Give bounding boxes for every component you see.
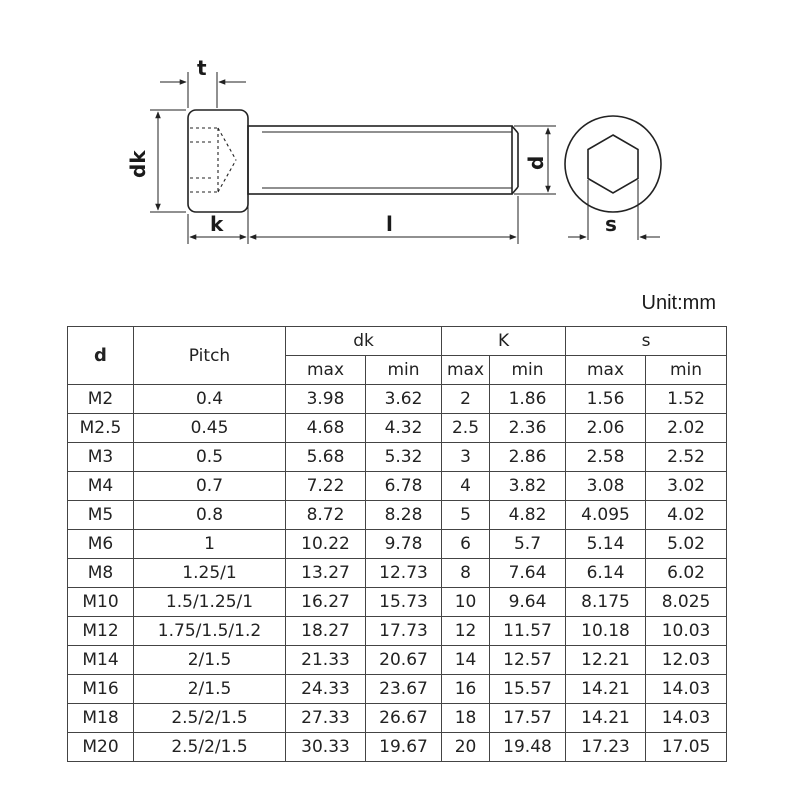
- dk-min-cell: 19.67: [366, 733, 442, 762]
- pitch-cell: 0.5: [134, 443, 286, 472]
- k-min-cell: 1.86: [490, 385, 566, 414]
- pitch-cell: 0.7: [134, 472, 286, 501]
- size-cell: M20: [68, 733, 134, 762]
- s-max-cell: 4.095: [566, 501, 646, 530]
- s-min-cell: 4.02: [646, 501, 727, 530]
- size-cell: M6: [68, 530, 134, 559]
- k-max-cell: 20: [442, 733, 490, 762]
- table-row: [68, 443, 727, 472]
- table-row: [68, 501, 727, 530]
- s-max-cell: 2.06: [566, 414, 646, 443]
- s-min-cell: 3.02: [646, 472, 727, 501]
- s-max-cell: 1.56: [566, 385, 646, 414]
- table-row: [68, 472, 727, 501]
- s-min-cell: 2.02: [646, 414, 727, 443]
- dim-label-t: t: [197, 56, 207, 80]
- k-max-cell: 8: [442, 559, 490, 588]
- header-s-max: max: [566, 356, 646, 385]
- pitch-cell: 0.8: [134, 501, 286, 530]
- dk-min-cell: 15.73: [366, 588, 442, 617]
- dim-label-s: s: [605, 212, 617, 236]
- table-row: [68, 530, 727, 559]
- dim-label-k: k: [210, 212, 224, 236]
- header-d: d: [68, 327, 134, 385]
- s-max-cell: 6.14: [566, 559, 646, 588]
- dk-min-cell: 8.28: [366, 501, 442, 530]
- s-max-cell: 3.08: [566, 472, 646, 501]
- dk-min-cell: 5.32: [366, 443, 442, 472]
- size-cell: M2: [68, 385, 134, 414]
- header-k-min: min: [490, 356, 566, 385]
- s-min-cell: 2.52: [646, 443, 727, 472]
- s-min-cell: 14.03: [646, 704, 727, 733]
- size-cell: M16: [68, 675, 134, 704]
- dk-max-cell: 8.72: [286, 501, 366, 530]
- s-min-cell: 6.02: [646, 559, 727, 588]
- pitch-cell: 1.5/1.25/1: [134, 588, 286, 617]
- dk-min-cell: 9.78: [366, 530, 442, 559]
- size-cell: M3: [68, 443, 134, 472]
- dk-max-cell: 5.68: [286, 443, 366, 472]
- s-min-cell: 8.025: [646, 588, 727, 617]
- k-min-cell: 17.57: [490, 704, 566, 733]
- s-max-cell: 10.18: [566, 617, 646, 646]
- k-max-cell: 2: [442, 385, 490, 414]
- header-s-min: min: [646, 356, 727, 385]
- dk-max-cell: 27.33: [286, 704, 366, 733]
- s-max-cell: 2.58: [566, 443, 646, 472]
- dk-max-cell: 13.27: [286, 559, 366, 588]
- screw-spec-table: [67, 326, 727, 762]
- table-row: [68, 617, 727, 646]
- k-min-cell: 3.82: [490, 472, 566, 501]
- dk-min-cell: 6.78: [366, 472, 442, 501]
- table-row: [68, 559, 727, 588]
- size-cell: M8: [68, 559, 134, 588]
- k-max-cell: 14: [442, 646, 490, 675]
- hex-socket-hidden-lines: [190, 128, 236, 192]
- table-row: [68, 414, 727, 443]
- screw-drawing-svg: [0, 0, 800, 270]
- s-min-cell: 1.52: [646, 385, 727, 414]
- s-min-cell: 12.03: [646, 646, 727, 675]
- header-row-main: [68, 327, 727, 356]
- dk-max-cell: 18.27: [286, 617, 366, 646]
- s-max-cell: 17.23: [566, 733, 646, 762]
- header-s: s: [566, 327, 727, 356]
- unit-label: Unit:mm: [641, 292, 716, 314]
- size-cell: M10: [68, 588, 134, 617]
- pitch-cell: 0.4: [134, 385, 286, 414]
- k-min-cell: 15.57: [490, 675, 566, 704]
- k-max-cell: 18: [442, 704, 490, 733]
- k-min-cell: 2.36: [490, 414, 566, 443]
- dk-min-cell: 26.67: [366, 704, 442, 733]
- k-min-cell: 7.64: [490, 559, 566, 588]
- dk-max-cell: 3.98: [286, 385, 366, 414]
- header-dk: dk: [286, 327, 442, 356]
- k-max-cell: 2.5: [442, 414, 490, 443]
- dk-min-cell: 4.32: [366, 414, 442, 443]
- k-min-cell: 12.57: [490, 646, 566, 675]
- k-min-cell: 5.7: [490, 530, 566, 559]
- dim-label-d: d: [524, 155, 548, 170]
- header-dk-min: min: [366, 356, 442, 385]
- dk-max-cell: 24.33: [286, 675, 366, 704]
- dk-max-cell: 21.33: [286, 646, 366, 675]
- k-max-cell: 5: [442, 501, 490, 530]
- s-min-cell: 14.03: [646, 675, 727, 704]
- k-min-cell: 19.48: [490, 733, 566, 762]
- hex-socket-end-view: [588, 135, 638, 193]
- pitch-cell: 2/1.5: [134, 646, 286, 675]
- k-min-cell: 2.86: [490, 443, 566, 472]
- dk-min-cell: 3.62: [366, 385, 442, 414]
- table-body: [68, 385, 727, 762]
- k-min-cell: 9.64: [490, 588, 566, 617]
- pitch-cell: 0.45: [134, 414, 286, 443]
- dk-max-cell: 16.27: [286, 588, 366, 617]
- pitch-cell: 1.75/1.5/1.2: [134, 617, 286, 646]
- header-pitch: Pitch: [134, 327, 286, 385]
- k-max-cell: 6: [442, 530, 490, 559]
- size-cell: M18: [68, 704, 134, 733]
- s-min-cell: 17.05: [646, 733, 727, 762]
- s-min-cell: 10.03: [646, 617, 727, 646]
- dk-min-cell: 17.73: [366, 617, 442, 646]
- header-dk-max: max: [286, 356, 366, 385]
- head-end-view-circle: [565, 116, 661, 212]
- table-row: [68, 704, 727, 733]
- dk-max-cell: 4.68: [286, 414, 366, 443]
- dim-label-l: l: [386, 212, 393, 236]
- dk-max-cell: 30.33: [286, 733, 366, 762]
- dk-max-cell: 10.22: [286, 530, 366, 559]
- size-cell: M12: [68, 617, 134, 646]
- pitch-cell: 2.5/2/1.5: [134, 704, 286, 733]
- pitch-cell: 1: [134, 530, 286, 559]
- s-max-cell: 14.21: [566, 675, 646, 704]
- k-max-cell: 3: [442, 443, 490, 472]
- size-cell: M5: [68, 501, 134, 530]
- table-row: [68, 646, 727, 675]
- dim-label-dk: dk: [126, 150, 150, 178]
- k-max-cell: 16: [442, 675, 490, 704]
- s-max-cell: 14.21: [566, 704, 646, 733]
- s-max-cell: 8.175: [566, 588, 646, 617]
- pitch-cell: 1.25/1: [134, 559, 286, 588]
- pitch-cell: 2.5/2/1.5: [134, 733, 286, 762]
- dk-min-cell: 23.67: [366, 675, 442, 704]
- size-cell: M14: [68, 646, 134, 675]
- screw-shank-outline: [248, 126, 512, 194]
- pitch-cell: 2/1.5: [134, 675, 286, 704]
- s-max-cell: 5.14: [566, 530, 646, 559]
- size-cell: M2.5: [68, 414, 134, 443]
- dk-min-cell: 12.73: [366, 559, 442, 588]
- k-max-cell: 12: [442, 617, 490, 646]
- size-cell: M4: [68, 472, 134, 501]
- k-min-cell: 4.82: [490, 501, 566, 530]
- table-row: [68, 675, 727, 704]
- table-row: [68, 733, 727, 762]
- s-min-cell: 5.02: [646, 530, 727, 559]
- table-row: [68, 588, 727, 617]
- k-max-cell: 4: [442, 472, 490, 501]
- k-min-cell: 11.57: [490, 617, 566, 646]
- k-max-cell: 10: [442, 588, 490, 617]
- screw-dimension-drawing: [0, 0, 800, 270]
- dk-min-cell: 20.67: [366, 646, 442, 675]
- header-k: K: [442, 327, 566, 356]
- s-max-cell: 12.21: [566, 646, 646, 675]
- header-k-max: max: [442, 356, 490, 385]
- dk-max-cell: 7.22: [286, 472, 366, 501]
- table-row: [68, 385, 727, 414]
